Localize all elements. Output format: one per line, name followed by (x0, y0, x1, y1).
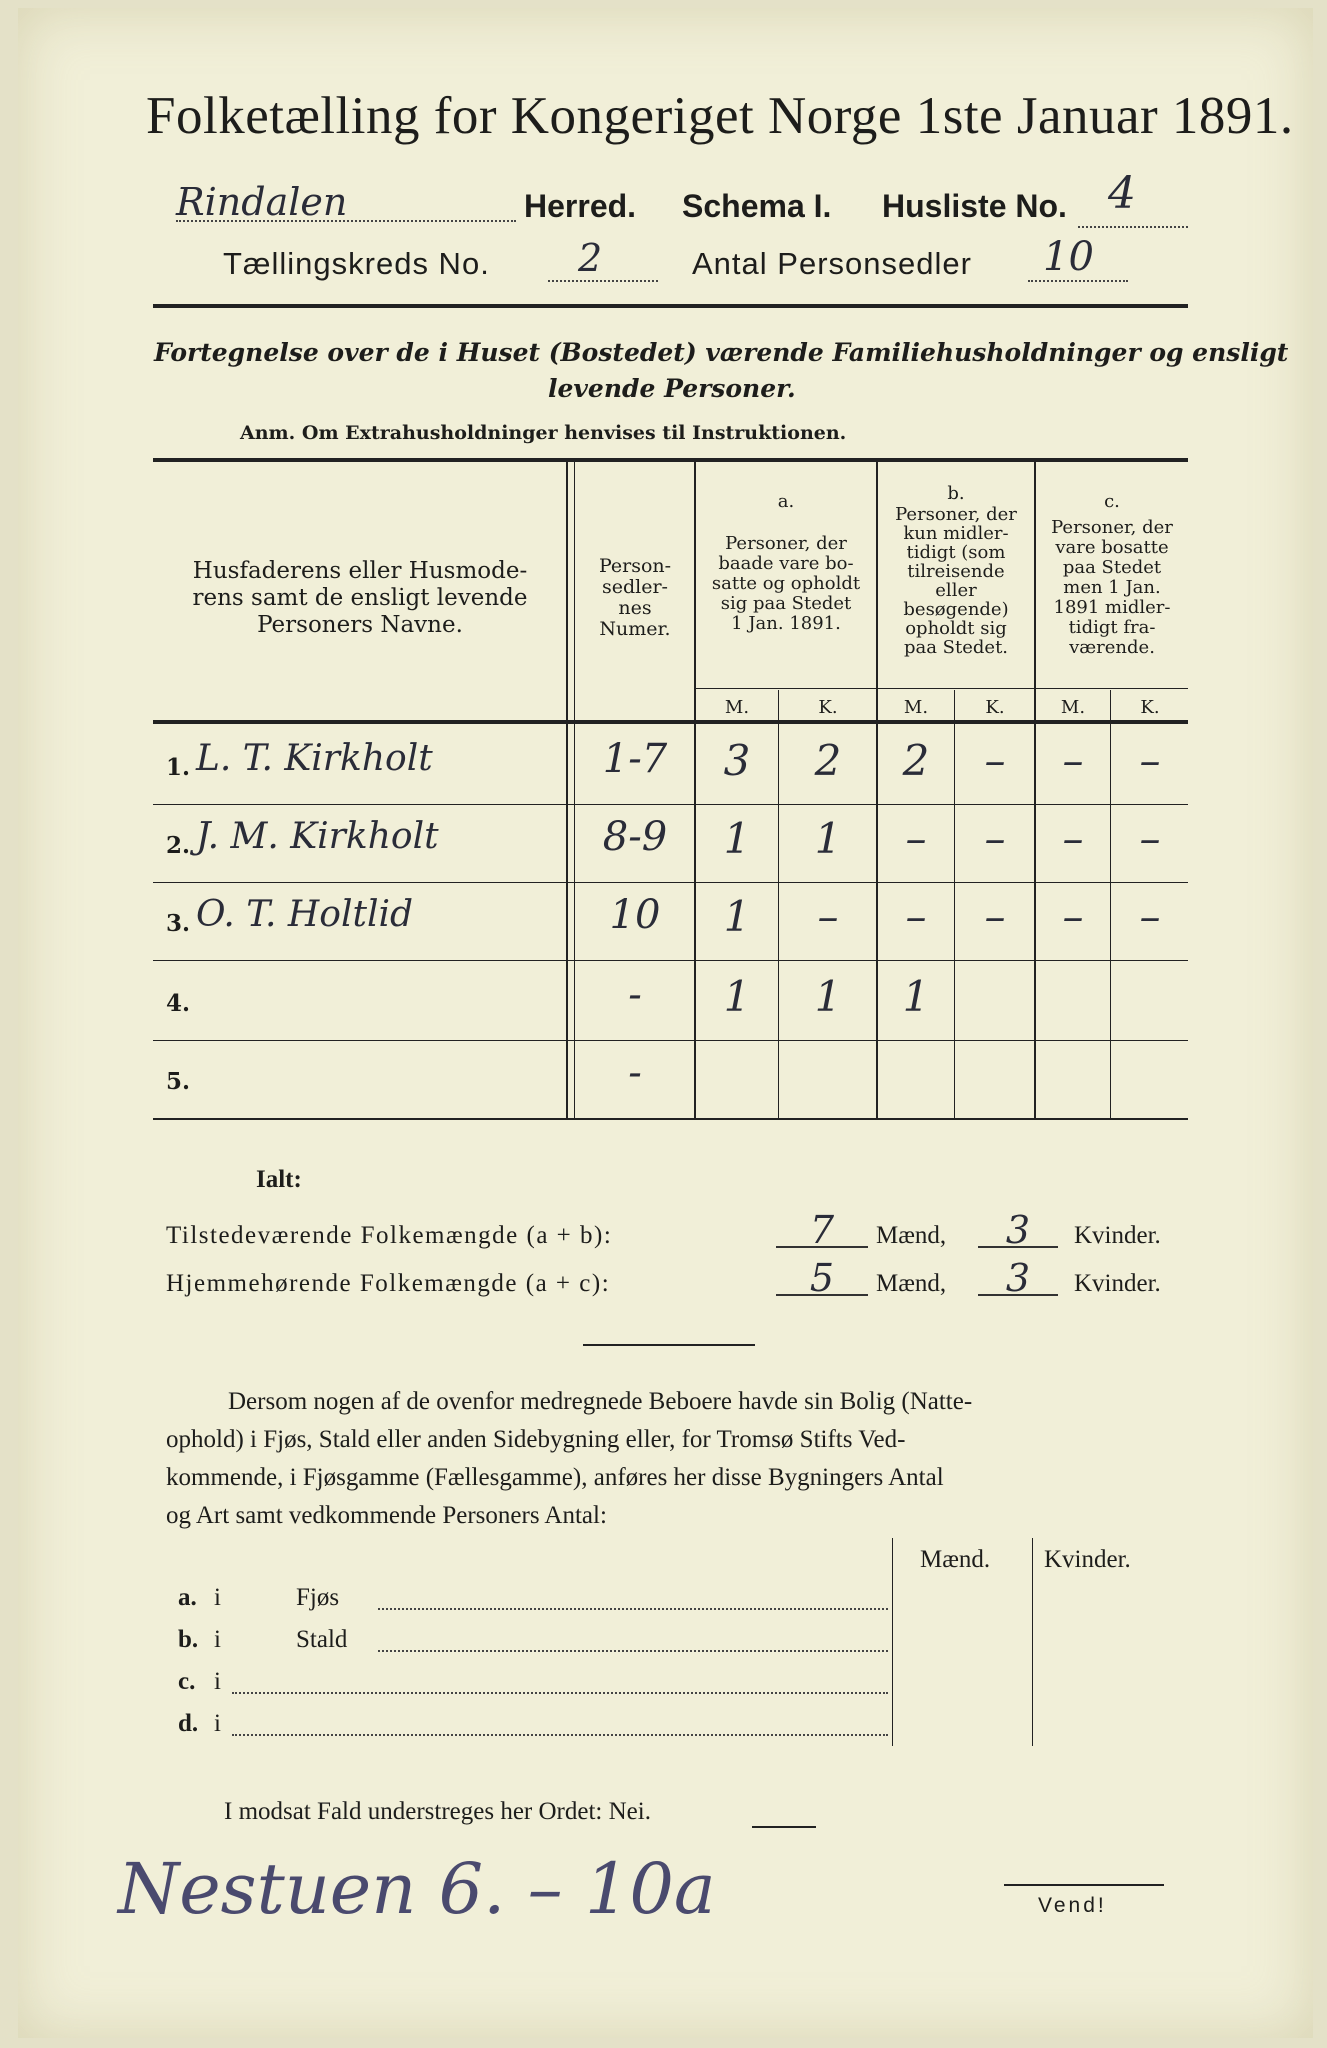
col-b-header-line: Personer, der (895, 504, 1017, 525)
note-col-sep-1 (892, 1538, 893, 1746)
row-number: 2. (166, 832, 191, 859)
col-c-header-line: paa Stedet (1062, 557, 1162, 578)
col-a-letter: a. (777, 491, 795, 512)
tilst-kvinder-line (978, 1246, 1058, 1248)
building-item-i: i (214, 1584, 221, 1611)
a-m-label: M. (724, 697, 750, 718)
building-item-dots (232, 1692, 888, 1694)
col-c-header-line: vare bosatte (1055, 537, 1169, 558)
person-name: J. M. Kirkholt (196, 816, 439, 857)
building-item-text: Stald (296, 1626, 348, 1653)
vend-label: Vend! (1038, 1894, 1107, 1917)
personsedler-number: - (628, 1050, 642, 1096)
col-b-header-line: opholdt sig (905, 618, 1007, 639)
col-b-header-line: eller (935, 580, 977, 601)
col-sep-1 (566, 462, 568, 1118)
col-name-header (160, 558, 560, 639)
count-bk: – (984, 892, 1006, 941)
building-item-dots (378, 1608, 888, 1610)
mk-rule (694, 688, 1188, 689)
col-num-header-line: sedler- (602, 576, 668, 598)
kreds-label: Tællingskreds No. (223, 246, 490, 281)
antal-dots (1028, 280, 1128, 282)
col-a-header-line: 1 Jan. 1891. (731, 613, 841, 634)
tilst-kvinder-label: Kvinder. (1074, 1222, 1161, 1249)
tilst-kvinder-value: 3 (1005, 1208, 1031, 1252)
hjem-maend-value: 5 (809, 1256, 835, 1300)
building-item-dots (378, 1650, 888, 1652)
intro-line1: Fortegnelse over de i Huset (Bostedet) værende Familiehusholdninger og ensligt (154, 338, 1289, 367)
col-a-header-line: satte og opholdt (711, 573, 861, 594)
b-k-label: K. (985, 697, 1005, 718)
col-c-header (1036, 518, 1188, 658)
count-bm: 1 (902, 972, 930, 1021)
col-num-header-line: Numer. (599, 618, 671, 640)
tilst-maend-label: Mænd, (876, 1222, 947, 1249)
husliste-value: 4 (1108, 168, 1136, 219)
kreds-value: 2 (578, 236, 603, 280)
building-item-text: Fjøs (296, 1584, 340, 1611)
count-ak: 1 (814, 814, 842, 863)
hjem-kvinder-label: Kvinder. (1074, 1270, 1161, 1297)
col-b-header (878, 505, 1034, 657)
person-name: L. T. Kirkholt (196, 738, 433, 779)
row-rule (153, 882, 1188, 883)
col-a-header-line: Personer, der (725, 533, 847, 554)
husliste-dots (1078, 226, 1188, 228)
header-rule (153, 304, 1188, 308)
col-num-header-line: Person- (598, 555, 672, 577)
antal-label: Antal Personsedler (692, 246, 972, 281)
count-cm: – (1062, 814, 1084, 863)
kreds-dots (548, 280, 658, 282)
count-bm: 2 (902, 736, 930, 785)
herred-value: Rindalen (176, 180, 348, 224)
col-c-header-line: men 1 Jan. (1063, 577, 1161, 598)
tilst-maend-line (776, 1246, 868, 1248)
row-number: 3. (166, 910, 191, 937)
col-b-header-line: besøgende) (903, 599, 1009, 620)
note-col-sep-2 (1032, 1538, 1033, 1746)
hjem-label: Hjemmehørende Folkemængde (a + c): (166, 1270, 611, 1297)
note-line1: Dersom nogen af de ovenfor medregnede Beboere havde sin Bolig (Natte- (228, 1388, 973, 1415)
count-am: 3 (723, 736, 751, 785)
handwritten-note: Nestuen 6. – 10a (118, 1848, 716, 1930)
count-bk: – (984, 736, 1006, 785)
hjem-kvinder-line (978, 1294, 1058, 1296)
c-k-label: K. (1140, 697, 1160, 718)
hjem-maend-line (776, 1294, 868, 1296)
herred-label: Herred. (524, 188, 637, 224)
table-top-rule (153, 458, 1188, 462)
ialt-label: Ialt: (256, 1166, 302, 1193)
count-bk: – (984, 814, 1006, 863)
col-b-header-line: tilreisende (907, 561, 1005, 582)
modsat-line: I modsat Fald understreges her Ordet: Nei. (224, 1798, 651, 1825)
col-c-header-line: 1891 midler- (1053, 597, 1171, 618)
intro-line2: levende Personer. (548, 374, 796, 403)
row-number: 4. (166, 990, 191, 1017)
building-item-i: i (214, 1710, 221, 1737)
col-name-header-line: Personers Navne. (257, 612, 463, 638)
note-line3: kommende, i Fjøsgamme (Fællesgamme), anføres her disse Bygningers Antal (166, 1464, 944, 1491)
count-ck: – (1139, 814, 1161, 863)
hjem-kvinder-value: 3 (1005, 1256, 1031, 1300)
col-b-header-line: tidigt (som (906, 542, 1006, 563)
vend-rule (1004, 1884, 1164, 1886)
table-bottom-rule (153, 1118, 1188, 1120)
row-rule (153, 960, 1188, 961)
personsedler-number: - (628, 972, 642, 1018)
c-m-label: M. (1060, 697, 1086, 718)
census-sheet (18, 8, 1313, 2038)
table-header-rule (153, 720, 1188, 724)
antal-value: 10 (1043, 234, 1094, 280)
schema-label: Schema I. (682, 188, 832, 224)
building-item-dots (232, 1734, 888, 1736)
separator-rule (583, 1344, 755, 1346)
row-rule (153, 804, 1188, 805)
nei-underline (752, 1826, 816, 1828)
col-c-header-line: værende. (1069, 637, 1155, 658)
col-sep-c (1110, 690, 1111, 1118)
building-item-letter: d. (178, 1710, 199, 1737)
note-col-maend: Mænd. (920, 1546, 991, 1573)
herred-dots (176, 220, 516, 222)
count-cm: – (1062, 892, 1084, 941)
col-c-header-line: tidigt fra- (1068, 617, 1156, 638)
hjem-maend-label: Mænd, (876, 1270, 947, 1297)
building-item-i: i (214, 1626, 221, 1653)
col-b-header-line: paa Stedet. (903, 637, 1009, 658)
form-title: Folketælling for Kongeriget Norge 1ste Januar 1891. (146, 87, 1294, 145)
col-a-header-line: sig paa Stedet (720, 593, 852, 614)
husliste-label: Husliste No. (882, 188, 1067, 224)
count-ak: 1 (814, 972, 842, 1021)
col-sep-1b (574, 462, 575, 1118)
note-line2: ophold) i Fjøs, Stald eller anden Sidebygning eller, for Tromsø Stifts Ved- (166, 1426, 906, 1453)
count-am: 1 (723, 814, 751, 863)
person-name: O. T. Holtlid (196, 894, 414, 935)
col-c-header-line: Personer, der (1051, 517, 1173, 538)
col-a-header-line: baade vare bo- (718, 553, 854, 574)
building-item-letter: b. (178, 1626, 199, 1653)
building-item-i: i (214, 1668, 221, 1695)
col-b-letter: b. (947, 483, 965, 504)
row-number: 1. (166, 754, 191, 781)
personsedler-number: 10 (609, 892, 661, 938)
a-k-label: K. (818, 697, 838, 718)
tilst-label: Tilstedeværende Folkemængde (a + b): (166, 1222, 613, 1249)
tilst-maend-value: 7 (809, 1208, 835, 1252)
note-col-kvinder: Kvinder. (1044, 1546, 1131, 1573)
count-ck: – (1139, 892, 1161, 941)
count-ak: 2 (814, 736, 842, 785)
anm-note: Anm. Om Extrahusholdninger henvises til Instruktionen. (240, 422, 847, 444)
count-ak: – (817, 892, 839, 941)
col-num-header-line: nes (618, 597, 652, 619)
col-num-header (578, 556, 692, 640)
count-am: 1 (723, 892, 751, 941)
col-name-header-line: Husfaderens eller Husmode- (192, 558, 528, 584)
col-sep-b (954, 690, 955, 1118)
col-a-header (698, 534, 874, 634)
note-line4: og Art samt vedkommende Personers Antal: (166, 1502, 607, 1529)
row-rule (153, 1040, 1188, 1041)
count-bm: – (905, 892, 927, 941)
col-b-header-line: kun midler- (903, 523, 1009, 544)
count-ck: – (1139, 736, 1161, 785)
count-bm: – (905, 814, 927, 863)
col-c-letter: c. (1104, 491, 1120, 512)
b-m-label: M. (903, 697, 929, 718)
row-number: 5. (166, 1068, 191, 1095)
count-cm: – (1062, 736, 1084, 785)
personsedler-number: 1-7 (602, 736, 668, 782)
count-am: 1 (723, 972, 751, 1021)
col-name-header-line: rens samt de ensligt levende (192, 585, 528, 611)
building-item-letter: c. (178, 1668, 196, 1695)
personsedler-number: 8-9 (602, 814, 668, 860)
building-item-letter: a. (178, 1584, 197, 1611)
col-sep-a (778, 690, 779, 1118)
